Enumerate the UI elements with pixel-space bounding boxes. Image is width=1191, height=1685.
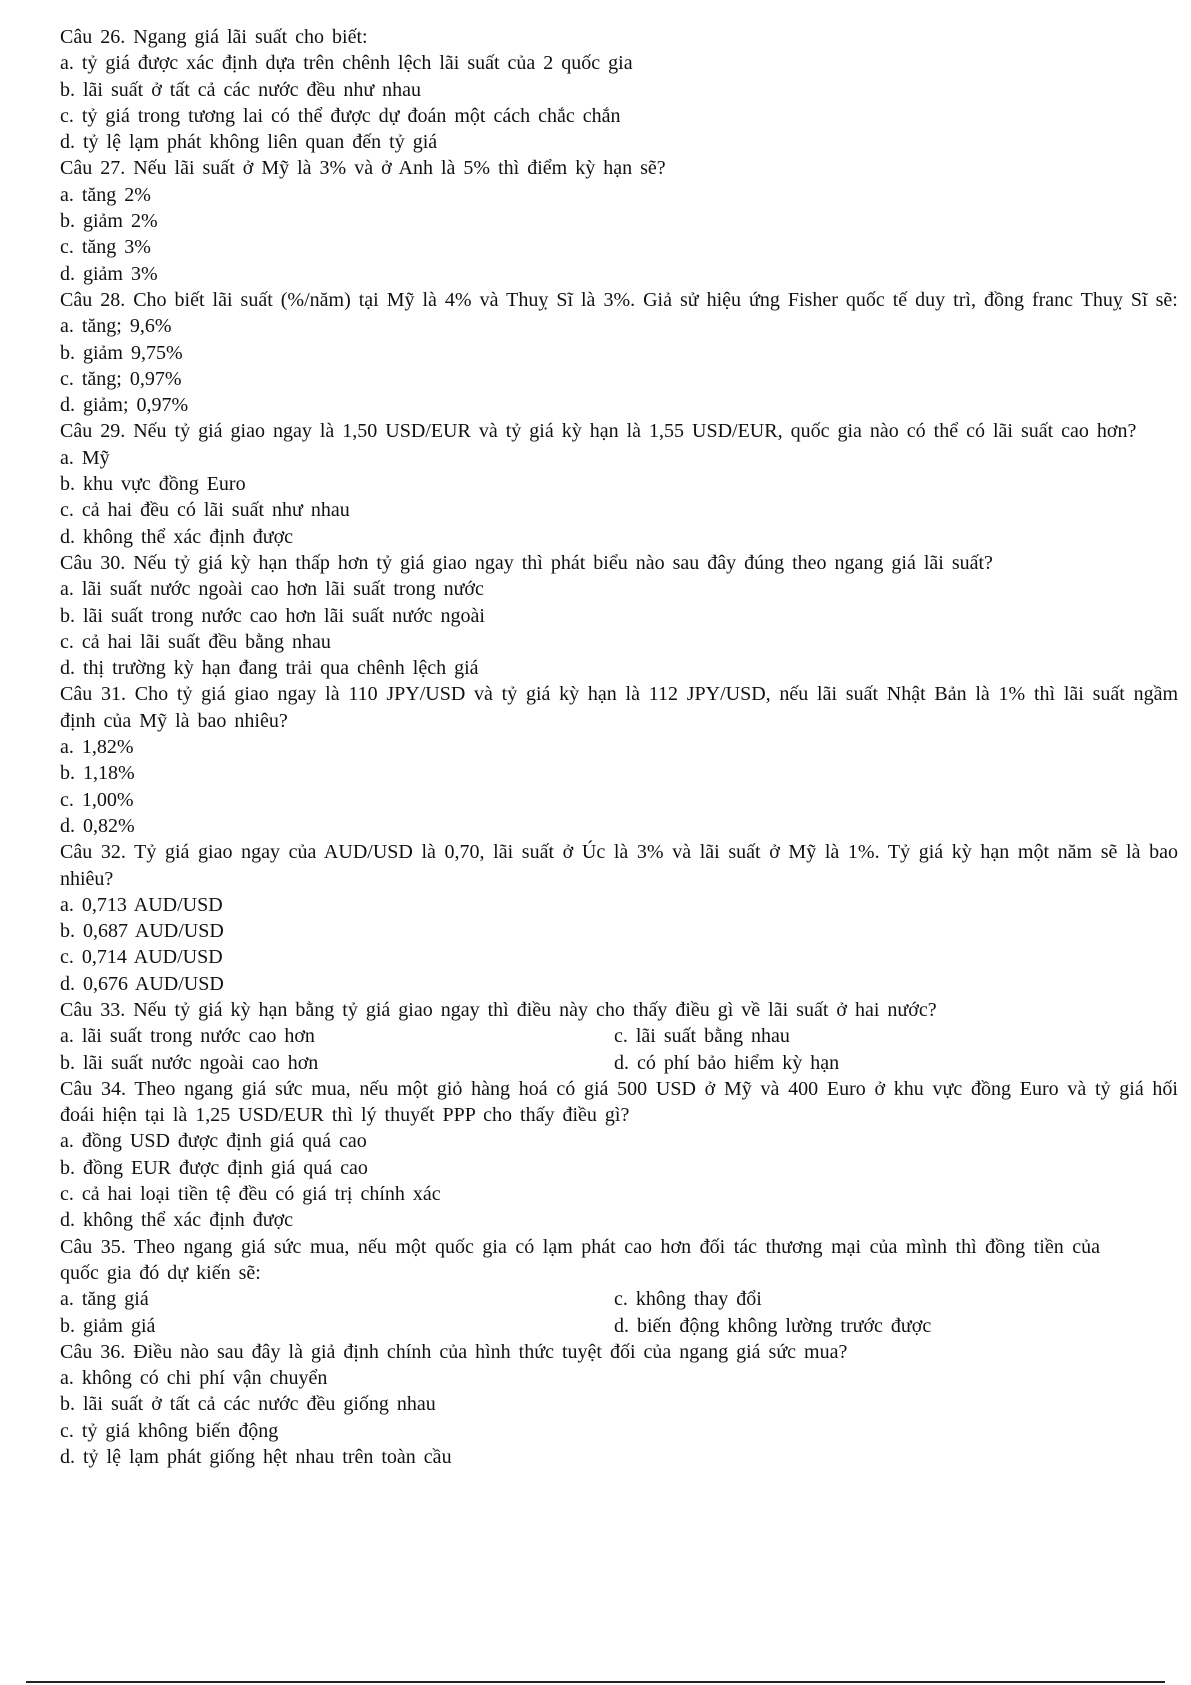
option-d: d. 0,82% — [60, 814, 135, 837]
question-34 — [60, 1076, 1178, 1234]
option-a: a. tăng giá — [60, 1288, 149, 1311]
option-b: b. giảm giá — [60, 1314, 156, 1337]
option-a: a. không có chi phí vận chuyển — [60, 1367, 328, 1390]
option-d: d. giảm 3% — [60, 262, 158, 285]
question-32 — [60, 839, 1178, 997]
option-c: c. 0,714 AUD/USD — [60, 946, 223, 969]
option-c: c. tỷ giá không biến động — [60, 1419, 279, 1442]
option-b: b. lãi suất ở tất cả các nước đều như nhau — [60, 78, 422, 101]
option-c: c. tăng; 0,97% — [60, 367, 182, 390]
footer-divider — [26, 1681, 1165, 1683]
option-c: c. tỷ giá trong tương lai có thể được dự đoán một cách chắc chắn — [60, 104, 621, 127]
question-30 — [60, 550, 1178, 681]
question-35 — [60, 1234, 1178, 1339]
option-c: c. cả hai lãi suất đều bằng nhau — [60, 630, 331, 653]
question-text: Câu 28. Cho biết lãi suất (%/năm) tại Mỹ là 4% và Thuỵ Sĩ là 3%. Giả sử hiệu ứng Fisher quốc tế duy trì, đồng franc Thuỵ Sĩ sẽ: — [60, 288, 1178, 311]
question-text: Câu 26. Ngang giá lãi suất cho biết: — [60, 26, 368, 48]
question-text: Câu 29. Nếu tỷ giá giao ngay là 1,50 USD/EUR và tỷ giá kỳ hạn là 1,55 USD/EUR, quốc gia nào có thể có lãi suất cao hơn? — [60, 420, 1137, 443]
question-28 — [60, 287, 1178, 418]
question-text: Câu 32. Tỷ giá giao ngay của AUD/USD là 0,70, lãi suất ở Úc là 3% và lãi suất ở Mỹ là 1%. Tỷ giá kỳ hạn một năm sẽ là bao nhiêu? — [60, 841, 1178, 890]
question-text: Câu 34. Theo ngang giá sức mua, nếu một giỏ hàng hoá có giá 500 USD ở Mỹ và 400 Euro ở khu vực đồng Euro và tỷ giá hối đoái hiện tại là 1,25 USD/EUR thì lý thuyết PPP cho thấy điều gì? — [60, 1077, 1178, 1127]
question-text: Câu 27. Nếu lãi suất ở Mỹ là 3% và ở Anh là 5% thì điểm kỳ hạn sẽ? — [60, 157, 666, 180]
option-c: c. tăng 3% — [60, 236, 151, 259]
question-text: Câu 33. Nếu tỷ giá kỳ hạn bằng tỷ giá giao ngay thì điều này cho thấy điều gì về lãi suất ở hai nước? — [60, 998, 937, 1021]
option-b: b. 1,18% — [60, 762, 135, 785]
option-b: b. khu vực đồng Euro — [60, 473, 246, 496]
option-a: a. Mỹ — [60, 446, 110, 469]
option-b: b. giảm 2% — [60, 210, 158, 233]
option-a: a. tỷ giá được xác định dựa trên chênh lệch lãi suất của 2 quốc gia — [60, 52, 633, 75]
question-text: Câu 31. Cho tỷ giá giao ngay là 110 JPY/USD và tỷ giá kỳ hạn là 112 JPY/USD, nếu lãi suất Nhật Bản là 1% thì lãi suất ngầm định của Mỹ là bao nhiêu? — [60, 683, 1178, 732]
option-d: d. biến động không lường trước được — [614, 1314, 932, 1337]
question-31 — [60, 681, 1178, 839]
option-a: a. tăng 2% — [60, 183, 151, 206]
option-a: a. 1,82% — [60, 736, 134, 759]
options-grid — [60, 1286, 1178, 1339]
option-c: c. không thay đổi — [614, 1288, 762, 1311]
option-d: d. không thể xác định được — [60, 525, 294, 548]
option-c: c. cả hai đều có lãi suất như nhau — [60, 499, 350, 522]
option-b: b. lãi suất nước ngoài cao hơn — [60, 1051, 319, 1074]
option-d: d. không thể xác định được — [60, 1209, 294, 1232]
question-text: Câu 35. Theo ngang giá sức mua, nếu một quốc gia có lạm phát cao hơn đối tác thương mại của mình thì đồng tiền của quốc gia đó dự kiến sẽ: — [60, 1235, 1100, 1284]
question-36 — [60, 1339, 1178, 1470]
option-d: d. thị trường kỳ hạn đang trải qua chênh lệch giá — [60, 657, 479, 680]
option-b: b. lãi suất trong nước cao hơn lãi suất nước ngoài — [60, 604, 485, 627]
question-26 — [60, 24, 1178, 155]
question-text: Câu 30. Nếu tỷ giá kỳ hạn thấp hơn tỷ giá giao ngay thì phát biểu nào sau đây đúng theo ngang giá lãi suất? — [60, 551, 993, 574]
question-33 — [60, 997, 1178, 1076]
options-grid — [60, 1023, 1178, 1076]
option-d: d. 0,676 AUD/USD — [60, 972, 224, 995]
option-d: d. tỷ lệ lạm phát giống hệt nhau trên toàn cầu — [60, 1446, 452, 1469]
question-27 — [60, 155, 1178, 286]
option-a: a. lãi suất nước ngoài cao hơn lãi suất trong nước — [60, 578, 484, 601]
option-b: b. 0,687 AUD/USD — [60, 920, 224, 943]
option-d: d. có phí bảo hiểm kỳ hạn — [614, 1051, 840, 1074]
option-c: c. cả hai loại tiền tệ đều có giá trị chính xác — [60, 1183, 441, 1206]
question-list — [60, 24, 1178, 1470]
option-b: b. đồng EUR được định giá quá cao — [60, 1156, 368, 1179]
option-a: a. lãi suất trong nước cao hơn — [60, 1025, 315, 1048]
option-d: d. giảm; 0,97% — [60, 394, 189, 417]
option-b: b. giảm 9,75% — [60, 341, 183, 364]
option-a: a. đồng USD được định giá quá cao — [60, 1130, 367, 1153]
option-c: c. lãi suất bằng nhau — [614, 1025, 790, 1048]
option-b: b. lãi suất ở tất cả các nước đều giống nhau — [60, 1393, 436, 1416]
option-d: d. tỷ lệ lạm phát không liên quan đến tỷ giá — [60, 131, 438, 154]
option-a: a. 0,713 AUD/USD — [60, 893, 223, 916]
question-text: Câu 36. Điều nào sau đây là giả định chính của hình thức tuyệt đối của ngang giá sức mua? — [60, 1340, 848, 1363]
option-c: c. 1,00% — [60, 788, 134, 811]
option-a: a. tăng; 9,6% — [60, 315, 172, 338]
question-29 — [60, 418, 1178, 549]
